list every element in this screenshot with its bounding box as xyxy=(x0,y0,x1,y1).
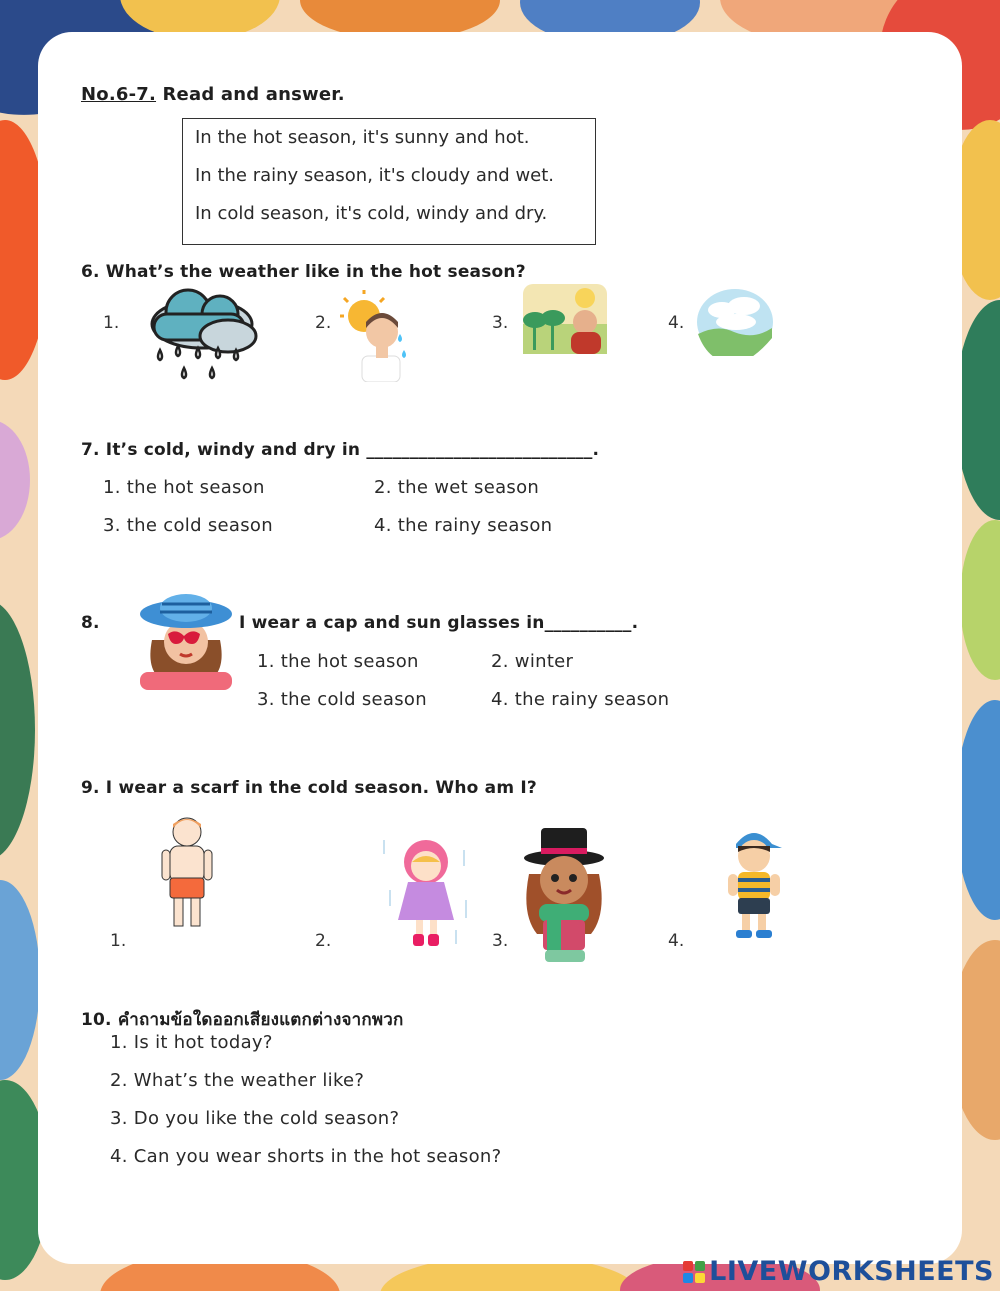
question-6-text: 6. What’s the weather like in the hot season? xyxy=(81,262,526,282)
q9-option-number: 1. xyxy=(110,931,127,951)
rain-cloud-icon[interactable] xyxy=(140,284,262,390)
q9-option-number: 3. xyxy=(492,931,509,951)
q7-option[interactable]: 2. the wet season xyxy=(374,477,540,498)
q8-option[interactable]: 4. the rainy season xyxy=(491,689,670,710)
q8-option[interactable]: 1. the hot season xyxy=(257,651,419,672)
q6-option-number: 3. xyxy=(492,313,509,333)
question-10-text: 10. คำถามข้อใดออกเสียงแตกต่างจากพวก xyxy=(81,1010,404,1030)
woman-with-sunhat-icon xyxy=(138,590,234,690)
q10-option[interactable]: 4. Can you wear shorts in the hot season? xyxy=(110,1146,502,1167)
q6-option-number: 2. xyxy=(315,313,332,333)
reading-line: In the rainy season, it's cloudy and wet. xyxy=(195,165,555,186)
question-7-text: 7. It’s cold, windy and dry in __________________________. xyxy=(81,440,600,460)
q9-option-number: 2. xyxy=(315,931,332,951)
question-8-number: 8. xyxy=(81,613,100,633)
liveworksheets-logo[interactable] xyxy=(683,1256,994,1287)
cloudy-landscape-icon[interactable] xyxy=(696,288,774,356)
q7-option[interactable]: 1. the hot season xyxy=(103,477,265,498)
q7-option[interactable]: 4. the rainy season xyxy=(374,515,553,536)
q7-option[interactable]: 3. the cold season xyxy=(103,515,273,536)
q9-option-number: 4. xyxy=(668,931,685,951)
girl-with-hat-and-scarf-icon[interactable] xyxy=(519,824,609,964)
logo-mark-icon xyxy=(683,1261,705,1283)
q10-option[interactable]: 3. Do you like the cold season? xyxy=(110,1108,400,1129)
logo-text: LIVEWORKSHEETS xyxy=(709,1256,994,1287)
section-heading xyxy=(81,84,345,105)
reading-line: In the hot season, it's sunny and hot. xyxy=(195,127,530,148)
question-8-text: I wear a cap and sun glasses in__________. xyxy=(239,613,639,633)
reading-passage-box xyxy=(182,118,596,245)
boy-with-cap-icon[interactable] xyxy=(724,826,784,942)
q8-option[interactable]: 3. the cold season xyxy=(257,689,427,710)
section-number: No.6-7. xyxy=(81,84,157,105)
sweating-person-icon[interactable] xyxy=(340,290,410,382)
question-9-text: 9. I wear a scarf in the cold season. Who am I? xyxy=(81,778,537,798)
girl-in-raincoat-icon[interactable] xyxy=(380,830,472,950)
q10-option[interactable]: 2. What’s the weather like? xyxy=(110,1070,365,1091)
q6-option-number: 4. xyxy=(668,313,685,333)
q8-option[interactable]: 2. winter xyxy=(491,651,574,672)
hot-person-in-field-icon[interactable] xyxy=(523,284,607,354)
q6-option-number: 1. xyxy=(103,313,120,333)
q10-option[interactable]: 1. Is it hot today? xyxy=(110,1032,273,1053)
reading-line: In cold season, it's cold, windy and dry. xyxy=(195,203,548,224)
section-instruction: Read and answer. xyxy=(162,84,345,105)
boy-in-shorts-icon[interactable] xyxy=(156,816,218,932)
